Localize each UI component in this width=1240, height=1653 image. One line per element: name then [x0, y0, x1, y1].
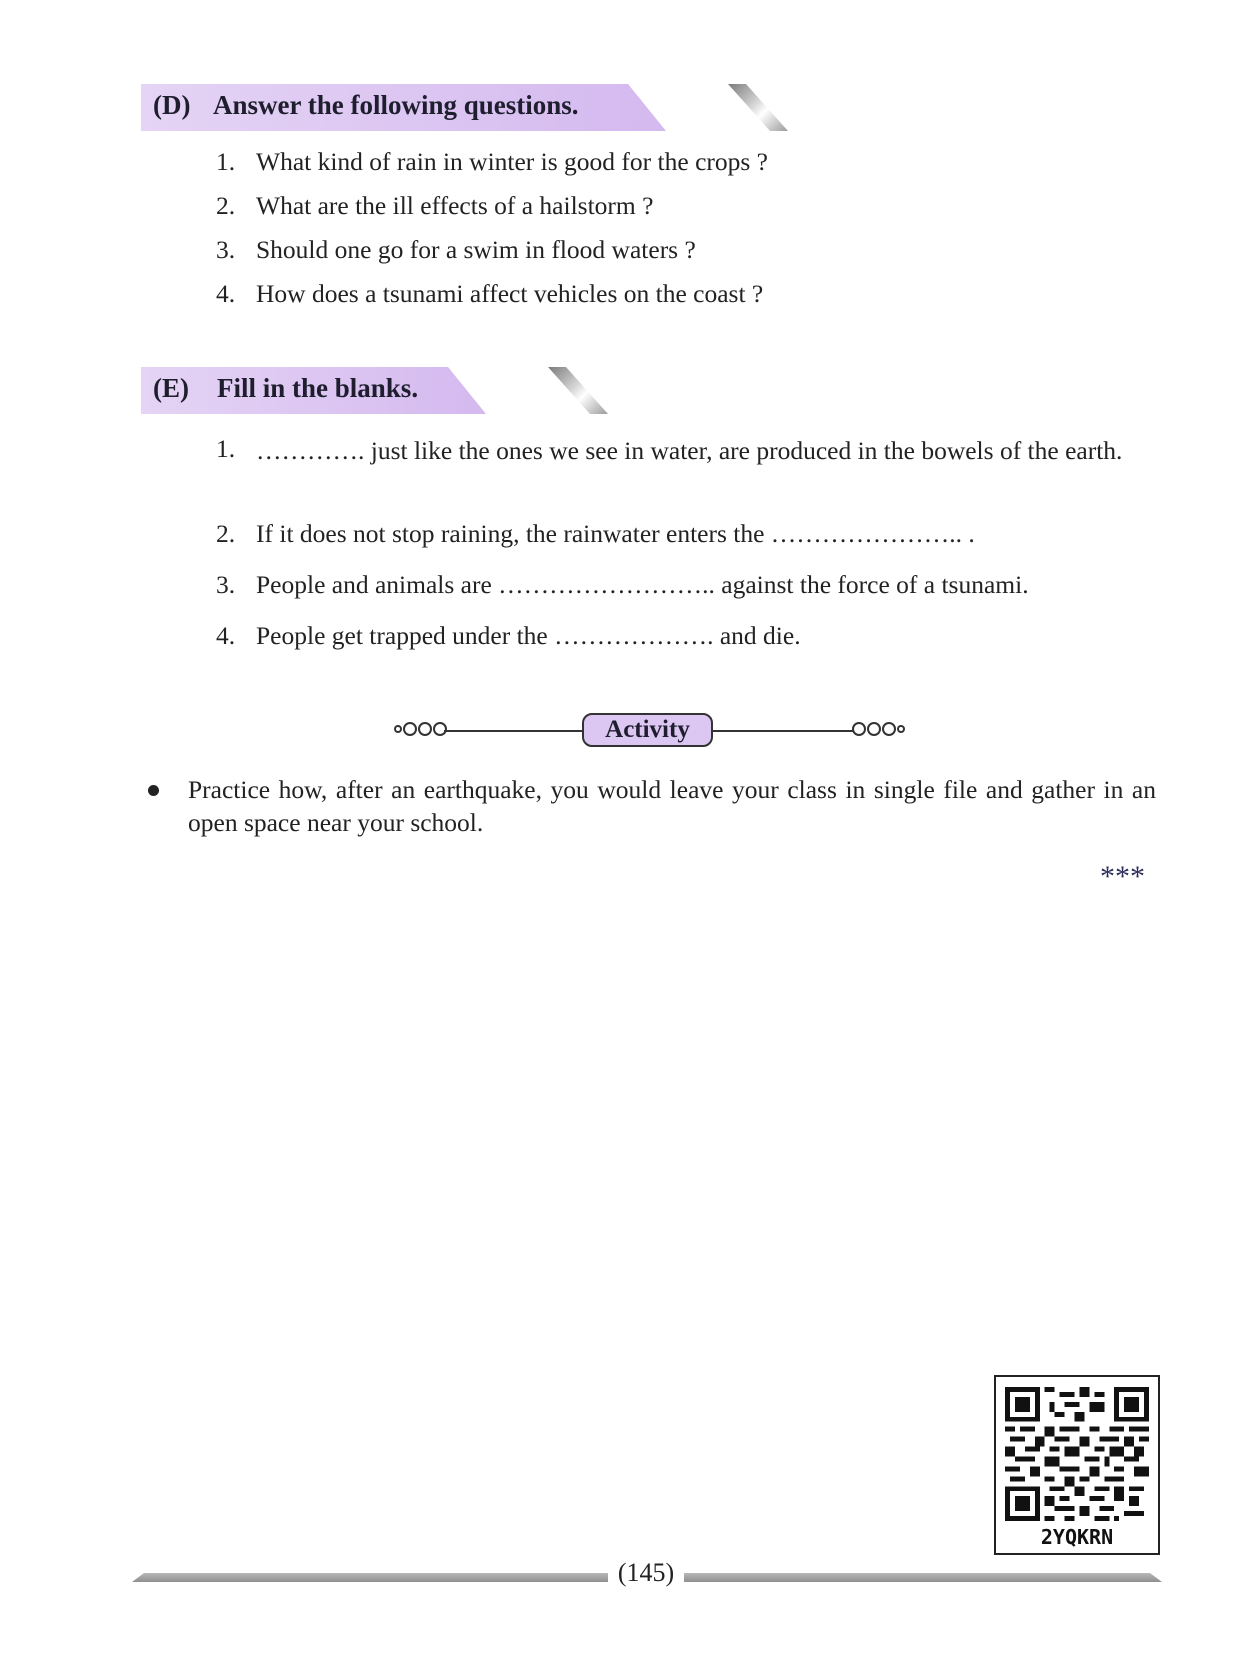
- qr-code-icon: [1005, 1386, 1149, 1522]
- divider-line-left: [444, 730, 582, 732]
- question-number: 2.: [216, 519, 236, 548]
- activity-divider: [392, 712, 912, 748]
- section-e-letter: (E): [153, 373, 189, 403]
- footer-bar-right: [684, 1573, 1162, 1582]
- question-text: What kind of rain in winter is good for the crops ?: [256, 147, 768, 176]
- qr-code-text: 2YQKRN: [1040, 1525, 1114, 1549]
- qr-code: [994, 1375, 1160, 1555]
- bullet-icon: [148, 785, 159, 796]
- activity-label: Activity: [582, 713, 713, 747]
- question-text: …………. just like the ones we see in water, are produced in the bowels of the earth.: [256, 436, 1123, 465]
- divider-line-right: [713, 730, 853, 732]
- question-text: What are the ill effects of a hailstorm ?: [256, 191, 654, 220]
- left-chain-ornament: [394, 722, 447, 736]
- page-number: (145): [617, 1558, 675, 1587]
- section-d-letter: (D): [153, 90, 191, 120]
- question-text: People get trapped under the ………………. and die.: [256, 621, 801, 650]
- right-chain-ornament: [852, 722, 905, 736]
- question-number: 3.: [216, 570, 236, 599]
- question-number: 1.: [216, 434, 236, 463]
- question-text: Should one go for a swim in flood waters ?: [256, 235, 696, 264]
- header-ribbon-decoration: [548, 367, 608, 414]
- question-number: 4.: [216, 621, 236, 650]
- end-mark: ***: [1100, 860, 1145, 893]
- activity-text: Practice how, after an earthquake, you would leave your class in single file and gather in an open space near your school.: [188, 775, 1156, 837]
- section-d-header: [141, 84, 666, 131]
- header-ribbon-decoration: [728, 84, 788, 131]
- footer-bar-left: [132, 1573, 608, 1582]
- section-d-title: Answer the following questions.: [213, 90, 579, 120]
- question-number: 2.: [216, 191, 236, 220]
- question-text: How does a tsunami affect vehicles on the coast ?: [256, 279, 764, 308]
- section-e-title: Fill in the blanks.: [217, 373, 419, 403]
- question-number: 4.: [216, 279, 236, 308]
- question-text: If it does not stop raining, the rainwater enters the ………………….. .: [256, 519, 975, 548]
- section-e-header: [141, 367, 486, 414]
- question-number: 1.: [216, 147, 236, 176]
- question-text: People and animals are …………………….. against the force of a tsunami.: [256, 570, 1029, 599]
- question-number: 3.: [216, 235, 236, 264]
